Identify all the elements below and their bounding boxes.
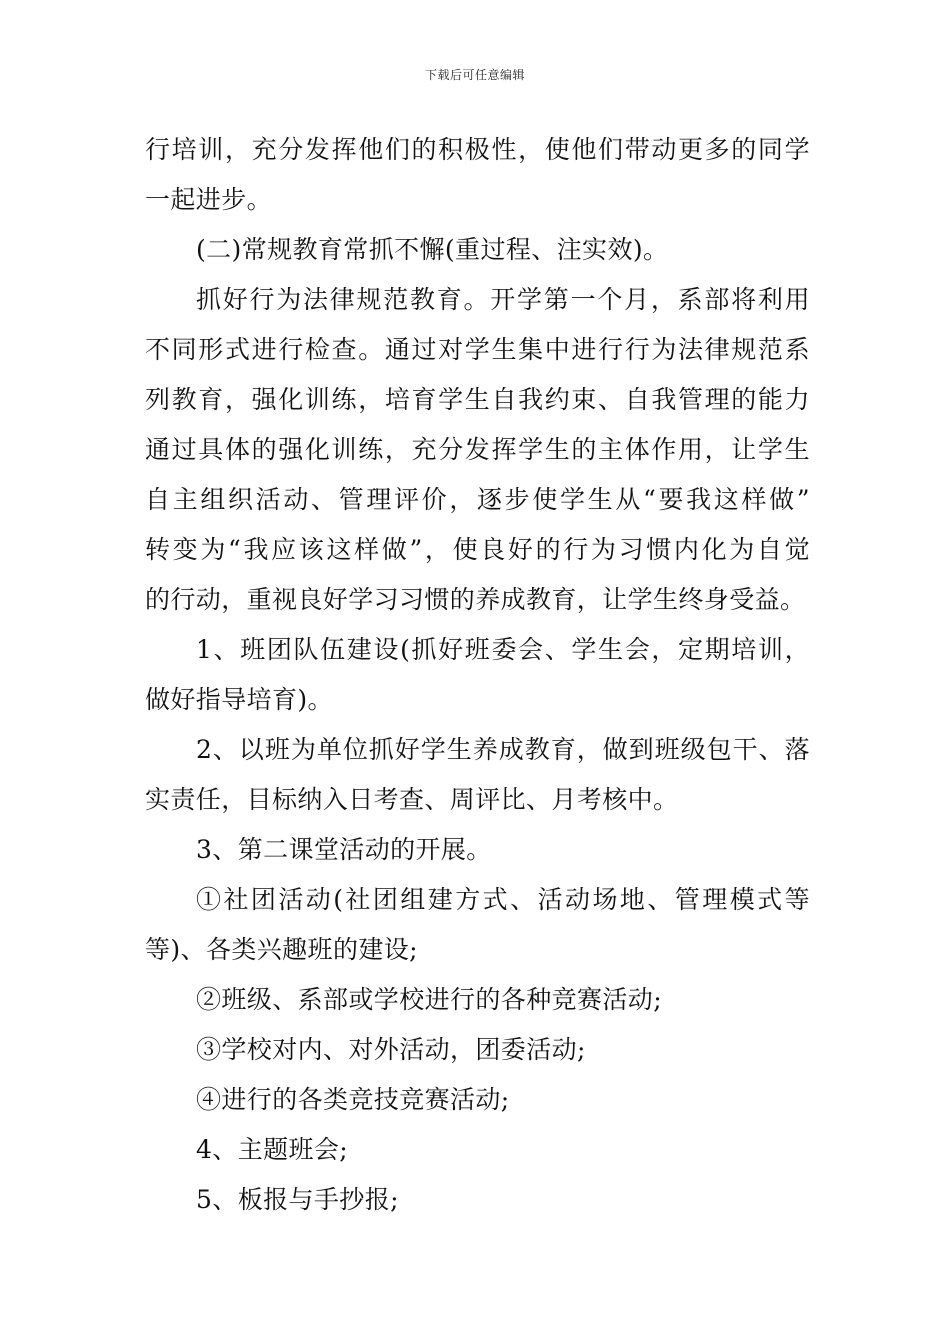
list-item: ③学校对内、对外活动，团委活动; bbox=[196, 1035, 586, 1064]
text-line: 行培训，充分发挥他们的积极性，使他们带动更多的同学 bbox=[145, 135, 810, 164]
list-item: 3、第二课堂活动的开展。 bbox=[196, 835, 492, 864]
document-body bbox=[145, 125, 810, 1225]
list-item: ④进行的各类竞技竞赛活动; bbox=[196, 1085, 510, 1114]
list-item: 5、板报与手抄报; bbox=[196, 1185, 399, 1214]
list-item: 2、以班为单位抓好学生养成教育，做到班级包干、落 bbox=[196, 735, 810, 764]
list-item: 1、班团队伍建设(抓好班委会、学生会，定期培训， bbox=[196, 635, 810, 664]
text-line: 等)、各类兴趣班的建设; bbox=[145, 935, 418, 964]
text-line: 实责任，目标纳入日考查、周评比、月考核中。 bbox=[145, 785, 679, 814]
list-item: 4、主题班会; bbox=[196, 1135, 349, 1164]
text-line: 转变为“我应该这样做”，使良好的行为习惯内化为自觉 bbox=[145, 535, 810, 564]
text-line: 不同形式进行检查。通过对学生集中进行行为法律规范系 bbox=[145, 335, 810, 364]
text-line: 的行动，重视良好学习习惯的养成教育，让学生终身受益。 bbox=[145, 585, 806, 614]
text-line: 做好指导培育)。 bbox=[145, 685, 333, 714]
text-line: 抓好行为法律规范教育。开学第一个月，系部将利用 bbox=[196, 285, 810, 314]
list-item: ①社团活动(社团组建方式、活动场地、管理模式等 bbox=[196, 885, 810, 914]
text-line: 一起进步。 bbox=[145, 185, 273, 214]
text-line: 通过具体的强化训练，充分发挥学生的主体作用，让学生 bbox=[145, 435, 810, 464]
text-line: 列教育，强化训练，培育学生自我约束、自我管理的能力 bbox=[145, 385, 810, 414]
page-header: 下载后可任意编辑 bbox=[424, 68, 525, 82]
list-item: ②班级、系部或学校进行的各种竞赛活动; bbox=[196, 985, 663, 1014]
section-heading: (二)常规教育常抓不懈(重过程、注实效)。 bbox=[196, 235, 669, 264]
text-line: 自主组织活动、管理评价，逐步使学生从“要我这样做” bbox=[145, 485, 810, 514]
